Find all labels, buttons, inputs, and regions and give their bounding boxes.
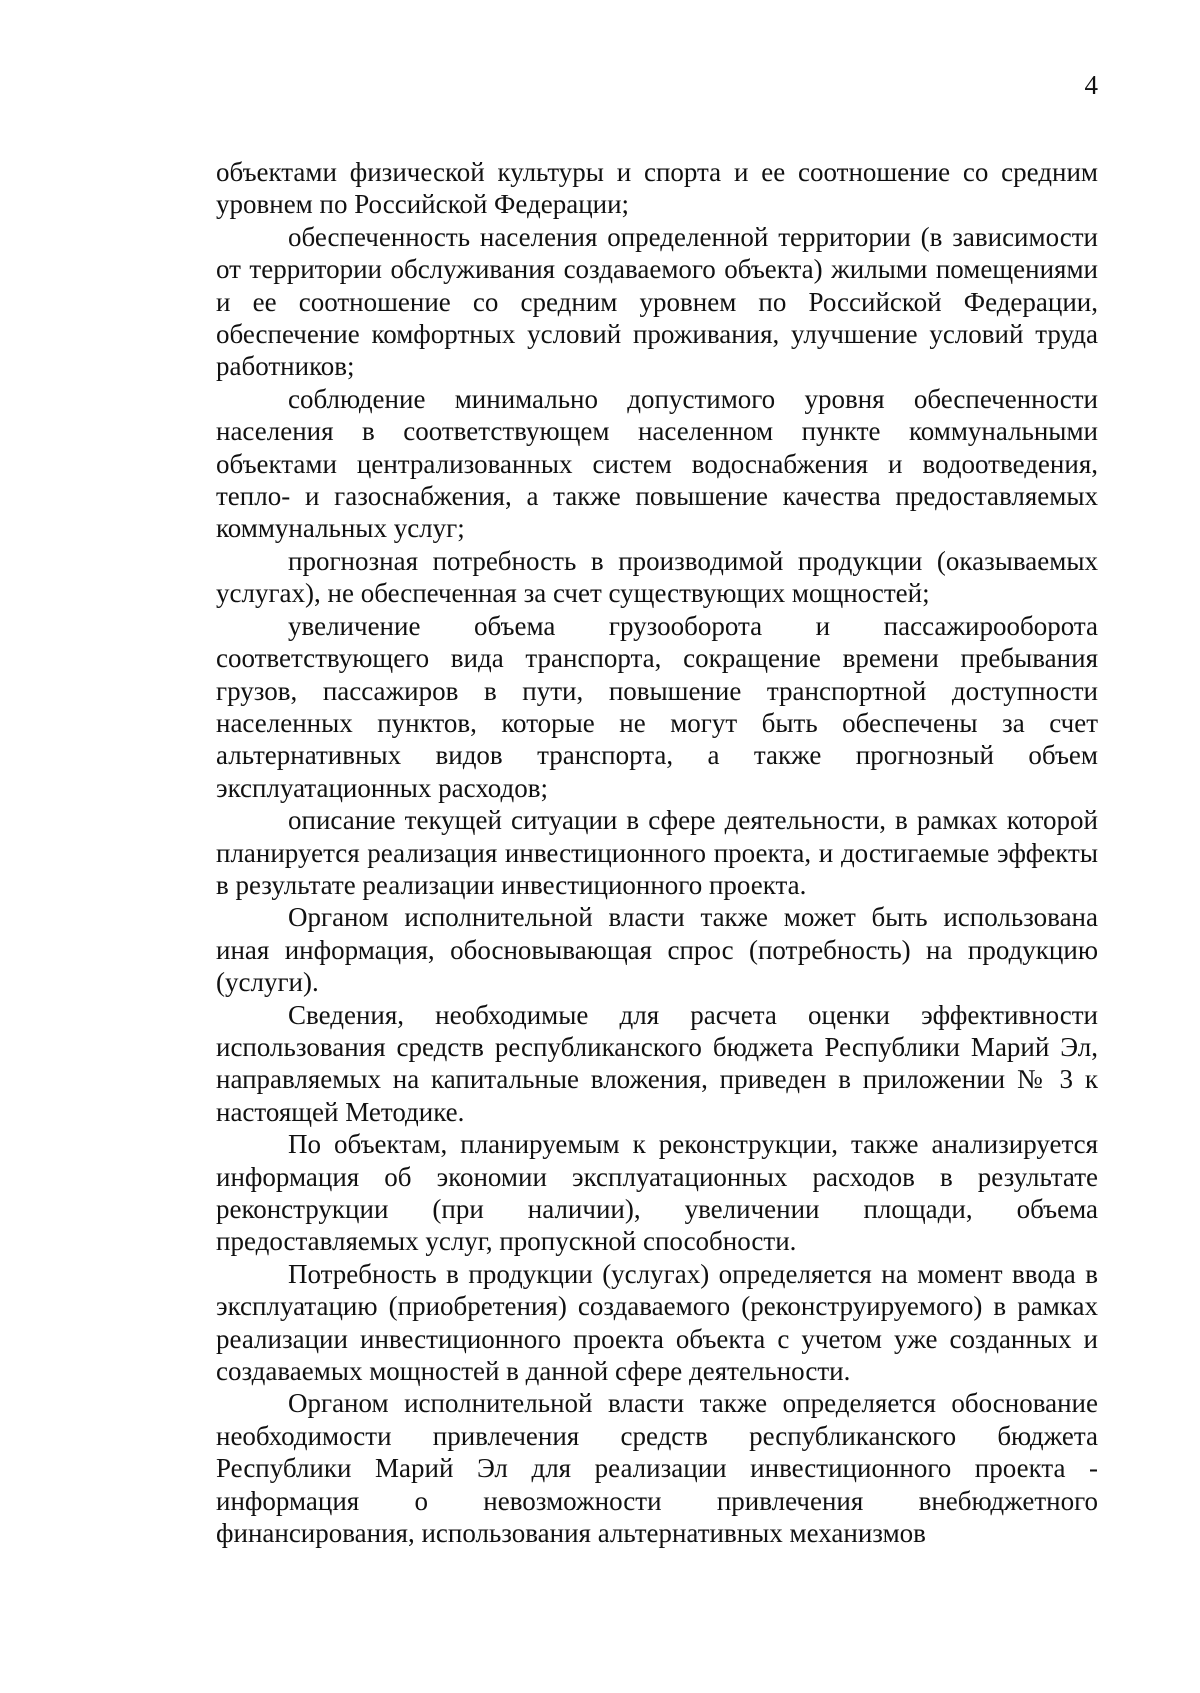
paragraph: Потребность в продукции (услугах) определяется на момент ввода в эксплуатацию (приобретения) создаваемого (реконструируемого) в рамках реализации инвестиционного проекта объекта с учетом уже созданных и создаваемых мощностей в данной сфере деятельности.	[216, 1258, 1098, 1387]
paragraph: обеспеченность населения определенной территории (в зависимости от территории обслуживания создаваемого объекта) жилыми помещениями и ее соотношение со средним уровнем по Российской Федерации, обеспечение комфортных условий проживания, улучшение условий труда работников;	[216, 221, 1098, 382]
paragraph-continuation: объектами физической культуры и спорта и ее соотношение со средним уровнем по Российской Федерации;	[216, 157, 1098, 220]
document-body	[216, 156, 1098, 1549]
paragraph: описание текущей ситуации в сфере деятельности, в рамках которой планируется реализация инвестиционного проекта, и достигаемые эффекты в результате реализации инвестиционного проекта.	[216, 805, 1098, 900]
page-number: 4	[1084, 70, 1098, 100]
paragraph: Органом исполнительной власти также может быть использована иная информация, обосновывающая спрос (потребность) на продукцию (услуги).	[216, 902, 1098, 998]
paragraph: Сведения, необходимые для расчета оценки эффективности использования средств республиканского бюджета Республики Марий Эл, направляемых на капитальные вложения, приведен в приложении № 3 к настоящей Методике.	[216, 999, 1098, 1127]
paragraph: прогнозная потребность в производимой продукции (оказываемых услугах), не обеспеченная за счет существующих мощностей;	[216, 545, 1098, 609]
paragraph: соблюдение минимально допустимого уровня обеспеченности населения в соответствующем населенном пункте коммунальными объектами централизованных систем водоснабжения и водоотведения, тепло- и газоснабжения, а также повышение качества предоставляемых коммунальных услуг;	[216, 383, 1098, 544]
paragraph: Органом исполнительной власти также определяется обоснование необходимости привлечения средств республиканского бюджета Республики Марий Эл для реализации инвестиционного проекта - информация о невозможности привлечения внебюджетного финансирования, использования альтернативных механизмов	[216, 1388, 1098, 1549]
paragraph: По объектам, планируемым к реконструкции, также анализируется информация об экономии эксплуатационных расходов в результате реконструкции (при наличии), увеличении площади, объема предоставляемых услуг, пропускной способности.	[216, 1129, 1098, 1257]
paragraph: увеличение объема грузооборота и пассажирооборота соответствующего вида транспорта, сокращение времени пребывания грузов, пассажиров в пути, повышение транспортной доступности населенных пунктов, которые не могут быть обеспечены за счет альтернативных видов транспорта, а также прогнозный объем эксплуатационных расходов;	[216, 610, 1098, 803]
